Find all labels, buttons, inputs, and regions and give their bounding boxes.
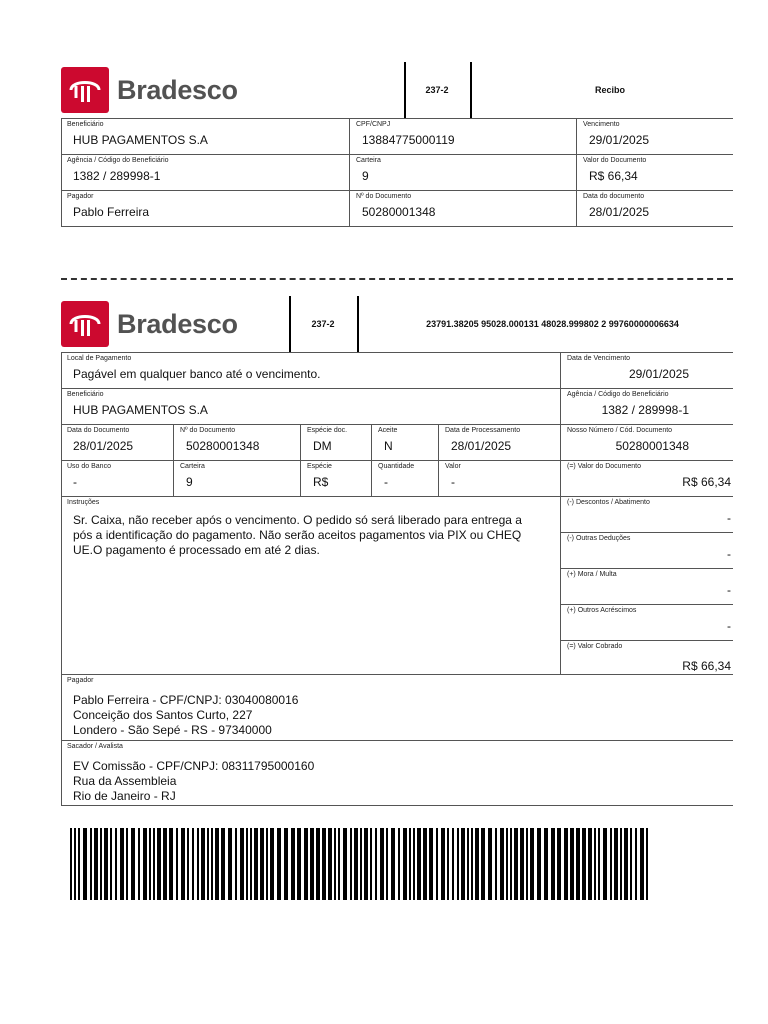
address-line: EV Comissão - CPF/CNPJ: 08311795000160 <box>73 759 315 773</box>
receipt-vencimento <box>577 119 733 155</box>
barcode-bar <box>254 828 258 900</box>
header-divider <box>470 62 472 118</box>
barcode-bar <box>343 828 347 900</box>
barcode-bar <box>110 828 112 900</box>
barcode-bar <box>576 828 580 900</box>
barcode-bar <box>126 828 128 900</box>
barcode-bar <box>391 828 395 900</box>
instructions-text <box>73 513 553 558</box>
instruction-line: Sr. Caixa, não receber após o vencimento. O pedido só será liberado para entrega a <box>73 513 522 527</box>
payer-address <box>73 693 298 738</box>
barcode-bar <box>447 828 449 900</box>
header-divider <box>357 296 359 352</box>
slip-data-documento <box>61 425 174 461</box>
slip-data-processamento <box>439 425 561 461</box>
address-line: Conceição dos Santos Curto, 227 <box>73 708 253 722</box>
barcode-bar <box>403 828 407 900</box>
barcode-bar <box>452 828 454 900</box>
field-value: - <box>727 619 731 633</box>
barcode-bar <box>471 828 473 900</box>
field-label: Carteira <box>356 157 381 164</box>
slip-valor-cobrado <box>561 641 733 675</box>
slip-mora-multa <box>561 569 733 605</box>
slip-pagador <box>61 675 733 741</box>
field-label: Aceite <box>378 427 398 434</box>
barcode-bar <box>370 828 372 900</box>
barcode-bar <box>83 828 87 900</box>
address-line: Londero - São Sepé - RS - 97340000 <box>73 723 272 737</box>
barcode-bar <box>557 828 561 900</box>
barcode-bar <box>316 828 320 900</box>
barcode-bar <box>138 828 140 900</box>
barcode-bar <box>588 828 592 900</box>
field-value: - <box>727 583 731 597</box>
field-value: DM <box>313 439 332 453</box>
slip-data-vencimento <box>561 353 733 389</box>
barcode-bar <box>322 828 326 900</box>
slip-carteira <box>174 461 301 497</box>
barcode-bar <box>386 828 388 900</box>
barcode-bar <box>635 828 637 900</box>
field-value: - <box>73 475 77 489</box>
barcode-bar <box>250 828 252 900</box>
field-value: 29/01/2025 <box>628 367 689 381</box>
barcode-bar <box>488 828 492 900</box>
barcode-bar <box>328 828 332 900</box>
barcode-bar <box>163 828 167 900</box>
bank-logo <box>61 301 238 347</box>
barcode-bar <box>510 828 512 900</box>
receipt-title: Recibo <box>594 85 625 95</box>
barcode-bar <box>120 828 124 900</box>
barcode-bar <box>417 828 421 900</box>
barcode-bar <box>104 828 108 900</box>
barcode-bar <box>221 828 225 900</box>
barcode-bar <box>398 828 400 900</box>
field-value: 1382 / 289998-1 <box>601 403 689 417</box>
barcode-bar <box>475 828 479 900</box>
barcode-bar <box>70 828 72 900</box>
barcode-bar <box>582 828 586 900</box>
barcode-bar <box>436 828 438 900</box>
barcode-bar <box>94 828 98 900</box>
field-label: Local de Pagamento <box>67 355 132 362</box>
field-value: - <box>451 475 455 489</box>
address-line: Rio de Janeiro - RJ <box>73 789 176 803</box>
guarantor-address <box>73 759 314 804</box>
field-label: (-) Descontos / Abatimento <box>567 499 650 506</box>
barcode-bar <box>640 828 644 900</box>
field-value: 28/01/2025 <box>589 205 650 219</box>
field-label: Espécie doc. <box>307 427 348 434</box>
field-value: Pablo Ferreira <box>73 205 150 219</box>
barcode-bar <box>364 828 368 900</box>
barcode-bar <box>375 828 377 900</box>
barcode <box>70 828 648 900</box>
field-label: (-) Outras Deduções <box>567 535 631 542</box>
field-value: 50280001348 <box>615 439 689 453</box>
barcode-bar <box>514 828 518 900</box>
field-value: 1382 / 289998-1 <box>73 169 161 183</box>
slip-valor <box>439 461 561 497</box>
barcode-bar <box>215 828 219 900</box>
address-line: Rua da Assembleia <box>73 774 177 788</box>
slip-nosso-numero <box>561 425 733 461</box>
receipt-pagador <box>61 191 350 227</box>
barcode-bar <box>457 828 459 900</box>
receipt-numero-documento <box>350 191 577 227</box>
bank-code: 237-2 <box>311 319 335 329</box>
barcode-bar <box>270 828 274 900</box>
barcode-bar <box>461 828 465 900</box>
barcode-bar <box>429 828 433 900</box>
barcode-bar <box>409 828 411 900</box>
field-label: Sacador / Avalista <box>67 743 123 750</box>
barcode-bar <box>413 828 415 900</box>
field-label: Agência / Código do Beneficiário <box>567 391 669 398</box>
barcode-bar <box>100 828 102 900</box>
barcode-bar <box>207 828 209 900</box>
barcode-bar <box>78 828 80 900</box>
barcode-bar <box>620 828 622 900</box>
slip-aceite <box>372 425 439 461</box>
field-value: 13884775000119 <box>362 133 455 147</box>
field-label: Beneficiário <box>67 391 104 398</box>
bank-code: 237-2 <box>425 85 449 95</box>
field-label: Uso do Banco <box>67 463 111 470</box>
bank-name: Bradesco <box>117 74 238 105</box>
bradesco-tree-icon <box>61 301 109 347</box>
field-value: R$ 66,34 <box>682 659 731 673</box>
field-value: HUB PAGAMENTOS S.A <box>73 133 208 147</box>
barcode-bar <box>297 828 301 900</box>
barcode-bar <box>284 828 288 900</box>
digitable-line: 23791.38205 95028.000131 48028.999802 2 99760000006634 <box>426 319 679 329</box>
field-label: Beneficiário <box>67 121 104 128</box>
field-label: Valor <box>445 463 461 470</box>
slip-especie <box>301 461 372 497</box>
barcode-bar <box>614 828 618 900</box>
cut-line <box>61 278 733 280</box>
field-value: 50280001348 <box>362 205 436 219</box>
barcode-bar <box>570 828 574 900</box>
barcode-bar <box>246 828 248 900</box>
barcode-bar <box>197 828 199 900</box>
barcode-bar <box>520 828 524 900</box>
barcode-bar <box>240 828 244 900</box>
instruction-line: UE.O pagamento é processado em até 2 dias. <box>73 543 320 557</box>
barcode-bar <box>176 828 178 900</box>
slip-outras-deducoes <box>561 533 733 569</box>
barcode-bar <box>481 828 485 900</box>
barcode-bar <box>354 828 358 900</box>
field-value: - <box>727 511 731 525</box>
barcode-bar <box>334 828 336 900</box>
field-value: 9 <box>186 475 193 489</box>
address-line: Pablo Ferreira - CPF/CNPJ: 03040080016 <box>73 693 299 707</box>
barcode-bar <box>537 828 541 900</box>
barcode-bar <box>551 828 555 900</box>
slip-numero-documento <box>174 425 301 461</box>
field-label: Espécie <box>307 463 332 470</box>
receipt-agencia <box>61 155 350 191</box>
barcode-bar <box>603 828 607 900</box>
field-value: 50280001348 <box>186 439 260 453</box>
field-value: 29/01/2025 <box>589 133 650 147</box>
bank-logo <box>61 67 238 113</box>
barcode-bar <box>495 828 497 900</box>
slip-instrucoes <box>61 497 561 675</box>
barcode-bar <box>338 828 340 900</box>
barcode-bar <box>115 828 117 900</box>
field-label: (+) Mora / Multa <box>567 571 617 578</box>
barcode-bar <box>74 828 76 900</box>
slip-uso-banco <box>61 461 174 497</box>
field-label: Carteira <box>180 463 205 470</box>
field-label: (=) Valor Cobrado <box>567 643 623 650</box>
field-value: HUB PAGAMENTOS S.A <box>73 403 208 417</box>
barcode-bar <box>157 828 161 900</box>
field-value: R$ 66,34 <box>682 475 731 489</box>
field-value: R$ 66,34 <box>589 169 638 183</box>
barcode-bar <box>564 828 568 900</box>
barcode-bar <box>235 828 237 900</box>
field-label: Vencimento <box>583 121 620 128</box>
slip-especie-doc <box>301 425 372 461</box>
barcode-bar <box>201 828 205 900</box>
barcode-bar <box>467 828 469 900</box>
barcode-bar <box>530 828 534 900</box>
field-label: Data do documento <box>583 193 645 200</box>
field-label: Valor do Documento <box>583 157 647 164</box>
slip-beneficiario <box>61 389 561 425</box>
barcode-bar <box>143 828 147 900</box>
barcode-bar <box>192 828 194 900</box>
barcode-bar <box>610 828 612 900</box>
barcode-bar <box>304 828 308 900</box>
barcode-bar <box>544 828 548 900</box>
barcode-bar <box>211 828 213 900</box>
barcode-bar <box>228 828 232 900</box>
bradesco-tree-icon <box>61 67 109 113</box>
instruction-line: pós a identificação do pagamento. Não serão aceitos pagamentos via PIX ou CHEQ <box>73 528 522 542</box>
slip-descontos <box>561 497 733 533</box>
slip-outros-acrescimos <box>561 605 733 641</box>
barcode-bar <box>598 828 600 900</box>
field-label: Pagador <box>67 193 94 200</box>
slip-local-pagamento <box>61 353 561 389</box>
field-label: Data do Documento <box>67 427 130 434</box>
field-value: - <box>727 547 731 561</box>
barcode-bar <box>310 828 314 900</box>
field-label: Nº do Documento <box>180 427 236 434</box>
barcode-bar <box>526 828 528 900</box>
field-value: 28/01/2025 <box>451 439 512 453</box>
barcode-bar <box>350 828 352 900</box>
bank-name: Bradesco <box>117 308 238 339</box>
field-value: 9 <box>362 169 369 183</box>
barcode-bar <box>594 828 596 900</box>
slip-agencia <box>561 389 733 425</box>
barcode-bar <box>646 828 648 900</box>
barcode-bar <box>500 828 504 900</box>
barcode-bar <box>624 828 628 900</box>
field-label: Agência / Código do Beneficiário <box>67 157 169 164</box>
field-label: Pagador <box>67 677 94 684</box>
receipt-valor-documento <box>577 155 733 191</box>
field-value: Pagável em qualquer banco até o vencimento. <box>73 367 321 381</box>
barcode-bar <box>153 828 155 900</box>
field-value: N <box>384 439 393 453</box>
barcode-bar <box>131 828 135 900</box>
barcode-bar <box>260 828 264 900</box>
barcode-bar <box>630 828 632 900</box>
slip-valor-documento <box>561 461 733 497</box>
barcode-bar <box>277 828 281 900</box>
barcode-bar <box>380 828 384 900</box>
field-label: (=) Valor do Documento <box>567 463 641 470</box>
slip-sacador <box>61 741 733 806</box>
field-value: - <box>384 475 388 489</box>
barcode-bar <box>187 828 189 900</box>
field-label: Quantidade <box>378 463 415 470</box>
field-label: (+) Outros Acréscimos <box>567 607 637 614</box>
receipt-carteira <box>350 155 577 191</box>
slip-quantidade <box>372 461 439 497</box>
barcode-bar <box>90 828 92 900</box>
barcode-bar <box>266 828 268 900</box>
field-value: 28/01/2025 <box>73 439 134 453</box>
field-label: Data de Vencimento <box>567 355 631 362</box>
barcode-bar <box>291 828 295 900</box>
field-value: R$ <box>313 475 329 489</box>
barcode-bar <box>149 828 151 900</box>
barcode-bar <box>360 828 362 900</box>
field-label: Instruções <box>67 499 100 506</box>
field-label: Nosso Número / Cód. Documento <box>567 427 673 434</box>
barcode-bar <box>441 828 445 900</box>
field-label: Nº do Documento <box>356 193 412 200</box>
receipt-beneficiario <box>61 119 350 155</box>
barcode-bar <box>506 828 508 900</box>
receipt-data-documento <box>577 191 733 227</box>
field-label: CPF/CNPJ <box>356 121 391 128</box>
receipt-cpf-cnpj <box>350 119 577 155</box>
barcode-bar <box>169 828 173 900</box>
barcode-bar <box>181 828 185 900</box>
barcode-bar <box>423 828 427 900</box>
field-label: Data de Processamento <box>445 427 521 434</box>
